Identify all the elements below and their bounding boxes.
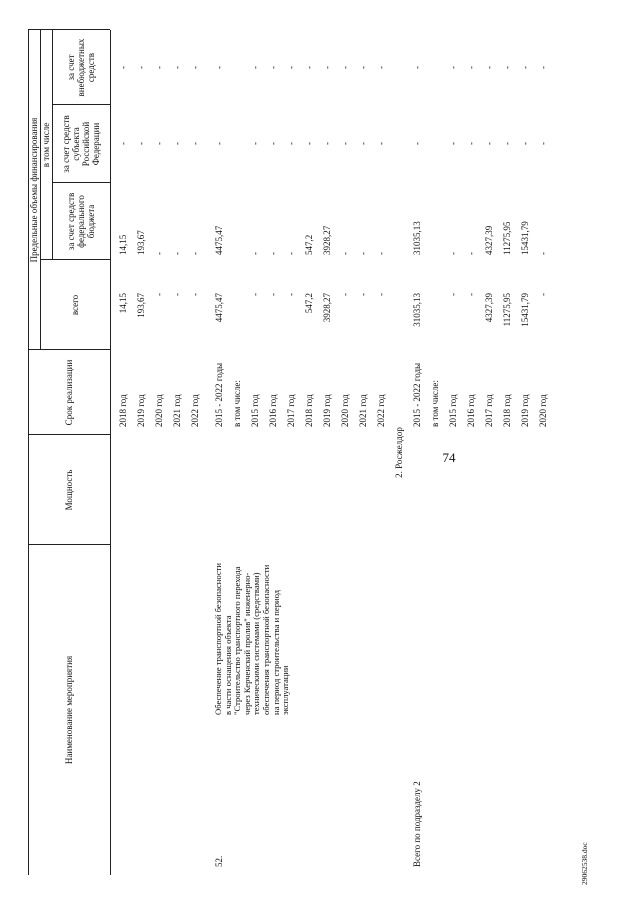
header-period: Срок реализации (64, 359, 74, 426)
total-cell: 11275,95 (502, 293, 512, 327)
federal-cell: - (286, 252, 296, 255)
period-cell: в том числе: (430, 380, 440, 427)
subject-cell: - (136, 142, 146, 145)
extra-cell: - (154, 66, 164, 69)
federal-cell: - (376, 252, 386, 255)
total-cell: - (190, 293, 200, 296)
total-cell: - (340, 293, 350, 296)
federal-cell: 547,2 (304, 234, 314, 255)
total-cell: 3928,27 (322, 293, 332, 323)
total-cell: - (466, 293, 476, 296)
federal-cell: 3928,27 (322, 225, 332, 255)
total-cell: - (286, 293, 296, 296)
period-cell: в том числе: (232, 380, 242, 427)
total-cell: 15431,79 (520, 293, 530, 327)
total-cell: - (268, 293, 278, 296)
subject-cell: - (448, 142, 458, 145)
header-subject: за счет средств субъекта Российской Федерации (61, 115, 101, 173)
extra-cell: - (118, 66, 128, 69)
period-cell: 2019 год (136, 394, 146, 427)
period-cell: 2018 год (118, 394, 128, 427)
total-cell: - (172, 293, 182, 296)
total-cell: 4327,39 (484, 293, 494, 323)
subject-cell: - (268, 142, 278, 145)
subject-cell: - (376, 142, 386, 145)
total-cell: 14,15 (118, 293, 128, 314)
extra-cell: - (322, 66, 332, 69)
header-funding: Предельные объемы финансирования (29, 117, 39, 263)
total-cell: 4475,47 (214, 293, 224, 323)
header-bottom-border (110, 30, 111, 875)
period-cell: 2018 год (304, 394, 314, 427)
subject-cell: - (154, 142, 164, 145)
subject-cell: - (250, 142, 260, 145)
period-cell: 2015 год (448, 394, 458, 427)
period-cell: 2016 год (466, 394, 476, 427)
total-cell: 31035,13 (412, 293, 422, 327)
period-cell: 2016 год (268, 394, 278, 427)
period-cell: 2019 год (520, 394, 530, 427)
subject-cell: - (286, 142, 296, 145)
extra-cell: - (448, 66, 458, 69)
extra-cell: - (358, 66, 368, 69)
extra-cell: - (376, 66, 386, 69)
subject-cell: - (466, 142, 476, 145)
federal-cell: - (466, 252, 476, 255)
subject-cell: - (118, 142, 128, 145)
federal-cell: - (340, 252, 350, 255)
subject-cell: - (538, 142, 548, 145)
period-cell: 2018 год (502, 394, 512, 427)
period-cell: 2021 год (358, 394, 368, 427)
federal-cell: - (448, 252, 458, 255)
period-cell: 2015 год (250, 394, 260, 427)
federal-cell: 31035,13 (412, 221, 422, 255)
federal-cell: 11275,95 (502, 221, 512, 255)
period-cell: 2015 - 2022 годы (214, 362, 224, 427)
period-cell: 2022 год (376, 394, 386, 427)
period-cell: 2020 год (340, 394, 350, 427)
item-number: 52. (214, 855, 224, 867)
extra-cell: - (268, 66, 278, 69)
total-cell: - (538, 293, 548, 296)
extra-cell: - (136, 66, 146, 69)
total-cell: - (358, 293, 368, 296)
federal-cell: 193,67 (136, 230, 146, 255)
period-cell: 2019 год (322, 394, 332, 427)
section-total-label: Всего по подразделу 2 (412, 781, 422, 867)
period-cell: 2020 год (154, 394, 164, 427)
header-name: Наименование мероприятия (64, 655, 74, 765)
federal-cell: - (268, 252, 278, 255)
total-cell: - (154, 293, 164, 296)
subject-cell: - (322, 142, 332, 145)
total-cell: - (376, 293, 386, 296)
extra-cell: - (502, 66, 512, 69)
subject-cell: - (304, 142, 314, 145)
item-name: Обеспечение транспортной безопасности в части оснащения объекта "Строительство транспортного перехода через Керченский пролив" инженерно-техническими системами (средствами) обеспечения транспортной безопасности на период строительства и период эксплуатации (213, 563, 291, 715)
federal-cell: - (190, 252, 200, 255)
federal-cell: - (538, 252, 548, 255)
subject-cell: - (214, 142, 224, 145)
subject-cell: - (358, 142, 368, 145)
extra-cell: - (484, 66, 494, 69)
header-extra: за счет внебюджетных средств (66, 38, 96, 97)
header-total: всего (70, 294, 80, 316)
page-number: 74 (442, 450, 456, 465)
extra-cell: - (214, 66, 224, 69)
federal-cell: 14,15 (118, 234, 128, 255)
period-cell: 2021 год (172, 394, 182, 427)
subject-cell: - (520, 142, 530, 145)
federal-cell: 4475,47 (214, 225, 224, 255)
subject-cell: - (412, 142, 422, 145)
extra-cell: - (520, 66, 530, 69)
section-title: 2. Росжелдор (394, 427, 404, 478)
federal-cell: - (250, 252, 260, 255)
total-cell: 547,2 (304, 293, 314, 314)
subject-cell: - (502, 142, 512, 145)
extra-cell: - (286, 66, 296, 69)
federal-cell: - (358, 252, 368, 255)
total-cell: - (448, 293, 458, 296)
period-cell: 2017 год (286, 394, 296, 427)
federal-cell: 4327,39 (484, 225, 494, 255)
header-federal: за счет средств федерального бюджета (66, 192, 96, 251)
extra-cell: - (250, 66, 260, 69)
extra-cell: - (190, 66, 200, 69)
subject-cell: - (340, 142, 350, 145)
file-code: 29062538.doc (580, 842, 589, 885)
federal-cell: - (172, 252, 182, 255)
federal-cell: 15431,79 (520, 221, 530, 255)
subject-cell: - (484, 142, 494, 145)
extra-cell: - (466, 66, 476, 69)
period-cell: 2020 год (538, 394, 548, 427)
federal-cell: - (154, 252, 164, 255)
subject-cell: - (172, 142, 182, 145)
total-cell: 193,67 (136, 293, 146, 318)
header-power: Мощность (64, 469, 74, 511)
period-cell: 2015 - 2022 годы (412, 362, 422, 427)
header-incl: в том числе (41, 122, 51, 168)
extra-cell: - (340, 66, 350, 69)
total-cell: - (250, 293, 260, 296)
extra-cell: - (412, 66, 422, 69)
extra-cell: - (304, 66, 314, 69)
period-cell: 2017 год (484, 394, 494, 427)
subject-cell: - (190, 142, 200, 145)
period-cell: 2022 год (190, 394, 200, 427)
extra-cell: - (538, 66, 548, 69)
extra-cell: - (172, 66, 182, 69)
